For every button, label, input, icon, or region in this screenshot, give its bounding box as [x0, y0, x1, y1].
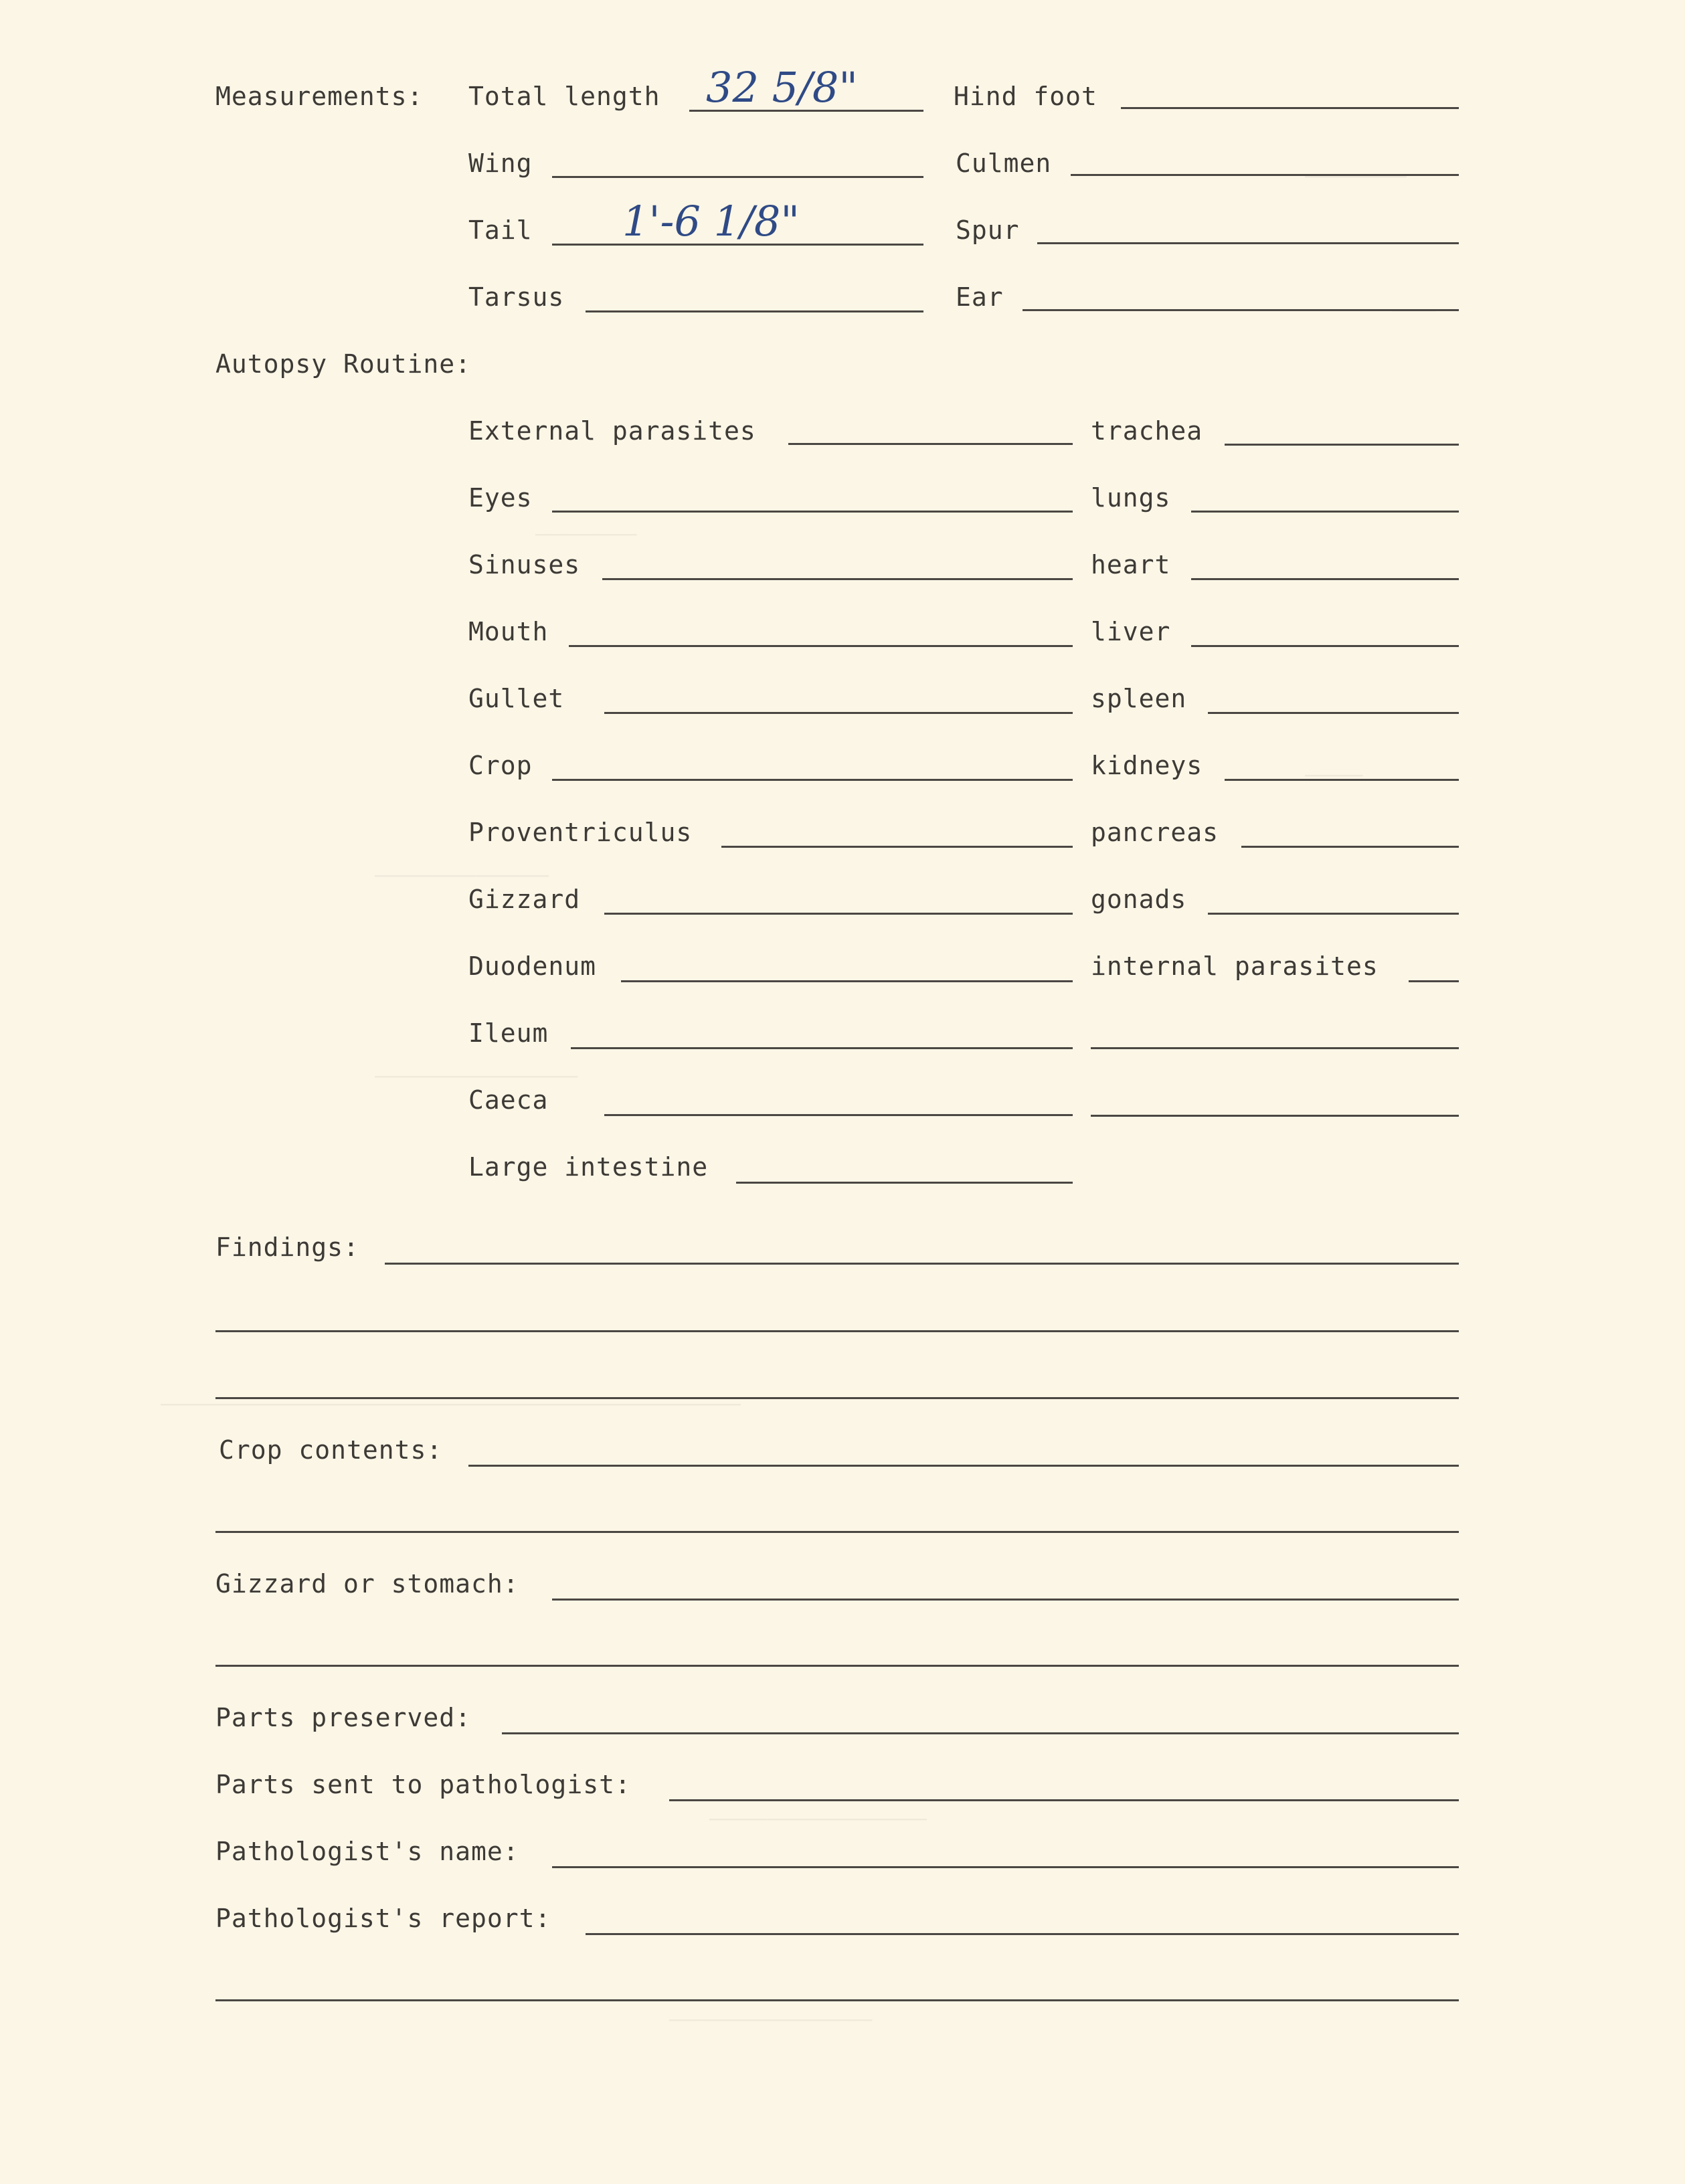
gizzard-or-stomach-label: Gizzard or stomach:	[215, 1569, 519, 1599]
culmen-label: Culmen	[956, 149, 1052, 178]
liver-field[interactable]	[1191, 645, 1459, 647]
wing-label: Wing	[468, 149, 533, 178]
ileum-label: Ileum	[468, 1018, 549, 1048]
mouth-label: Mouth	[468, 617, 549, 646]
mouth-field[interactable]	[569, 645, 1073, 647]
spur-field[interactable]	[1037, 242, 1459, 244]
pathologist-report-field-line-1[interactable]	[586, 1933, 1459, 1935]
total-length-label: Total length	[468, 82, 660, 111]
gizzard-label: Gizzard	[468, 885, 581, 914]
crop-label: Crop	[468, 751, 533, 780]
total-length-handwritten-value: 32 5/8"	[706, 63, 858, 112]
kidneys-field[interactable]	[1225, 779, 1459, 781]
heart-field[interactable]	[1191, 578, 1459, 580]
hind-foot-label: Hind foot	[954, 82, 1097, 111]
tarsus-label: Tarsus	[468, 282, 565, 312]
large-intestine-label: Large intestine	[468, 1152, 709, 1182]
trachea-label: trachea	[1091, 416, 1203, 446]
findings-field-line-3[interactable]	[215, 1397, 1459, 1399]
pancreas-field[interactable]	[1241, 846, 1459, 848]
gonads-label: gonads	[1091, 885, 1187, 914]
proventriculus-label: Proventriculus	[468, 818, 693, 847]
parts-sent-field[interactable]	[669, 1799, 1459, 1801]
caeca-label: Caeca	[468, 1085, 549, 1115]
parts-sent-label: Parts sent to pathologist:	[215, 1770, 631, 1799]
gizzard-or-stomach-field-line-2[interactable]	[215, 1665, 1459, 1667]
external-parasites-label: External parasites	[468, 416, 756, 446]
sinuses-field[interactable]	[602, 578, 1073, 580]
gonads-field[interactable]	[1208, 913, 1459, 915]
hind-foot-field[interactable]	[1121, 107, 1459, 109]
extra-right-field-2[interactable]	[1091, 1115, 1459, 1117]
large-intestine-field[interactable]	[736, 1182, 1073, 1184]
crop-contents-field-line-2[interactable]	[215, 1531, 1459, 1533]
ear-field[interactable]	[1023, 309, 1459, 311]
spleen-label: spleen	[1091, 684, 1187, 713]
crop-contents-field-line-1[interactable]	[468, 1465, 1459, 1467]
internal-parasites-label: internal parasites	[1091, 951, 1379, 981]
eyes-label: Eyes	[468, 483, 533, 513]
findings-field-line-2[interactable]	[215, 1330, 1459, 1332]
gullet-field[interactable]	[604, 712, 1073, 714]
trachea-field[interactable]	[1225, 444, 1459, 446]
parts-preserved-label: Parts preserved:	[215, 1703, 472, 1732]
spur-label: Spur	[956, 215, 1020, 245]
crop-contents-label: Crop contents:	[219, 1435, 443, 1465]
proventriculus-field[interactable]	[721, 846, 1073, 848]
measurements-heading: Measurements:	[215, 82, 424, 111]
pathologist-name-label: Pathologist's name:	[215, 1837, 519, 1866]
duodenum-label: Duodenum	[468, 951, 597, 981]
lungs-label: lungs	[1091, 483, 1171, 513]
lungs-field[interactable]	[1191, 511, 1459, 513]
ear-label: Ear	[956, 282, 1004, 312]
sinuses-label: Sinuses	[468, 550, 581, 579]
liver-label: liver	[1091, 617, 1171, 646]
external-parasites-field[interactable]	[788, 443, 1073, 445]
autopsy-form-page: ——————— ——— ——————— ———— ———————————— —————————————— ———————————————————————————————————————— ——————————————— —————————————— Measurements: Total length 32 5/8" Hind foot Wing Culmen Tail 1'-6 1/8" Spur Tarsus Ear Autopsy Routine: External parasites Eyes Sinuses Mouth Gullet Crop Proventriculus Gizzard Duodenum Ileum Caeca Large intestine trachea lungs heart liver spleen kidneys pancreas gonads internal parasites Findings: Crop contents: Gizzard or stomach: Parts preserved: Parts sent to pathologist: Pathologist's name: Pathologist's report:	[0, 0, 1685, 2184]
duodenum-field[interactable]	[621, 980, 1073, 982]
tarsus-field[interactable]	[586, 310, 923, 312]
gizzard-or-stomach-field-line-1[interactable]	[552, 1599, 1459, 1601]
ileum-field[interactable]	[571, 1047, 1073, 1049]
pathologist-report-label: Pathologist's report:	[215, 1904, 551, 1933]
crop-field[interactable]	[552, 779, 1073, 781]
pathologist-report-field-line-2[interactable]	[215, 1999, 1459, 2001]
caeca-field[interactable]	[604, 1114, 1073, 1116]
extra-right-field-1[interactable]	[1091, 1047, 1459, 1049]
heart-label: heart	[1091, 550, 1171, 579]
spleen-field[interactable]	[1208, 712, 1459, 714]
pancreas-label: pancreas	[1091, 818, 1219, 847]
wing-field[interactable]	[552, 176, 923, 178]
gullet-label: Gullet	[468, 684, 565, 713]
tail-label: Tail	[468, 215, 533, 245]
internal-parasites-field[interactable]	[1409, 980, 1459, 982]
findings-field-line-1[interactable]	[385, 1263, 1459, 1265]
autopsy-routine-heading: Autopsy Routine:	[215, 349, 472, 379]
findings-label: Findings:	[215, 1233, 359, 1262]
kidneys-label: kidneys	[1091, 751, 1203, 780]
culmen-field[interactable]	[1071, 174, 1459, 176]
eyes-field[interactable]	[552, 511, 1073, 513]
parts-preserved-field[interactable]	[502, 1732, 1459, 1734]
tail-handwritten-value: 1'-6 1/8"	[622, 197, 800, 246]
pathologist-name-field[interactable]	[552, 1866, 1459, 1868]
gizzard-field[interactable]	[604, 913, 1073, 915]
